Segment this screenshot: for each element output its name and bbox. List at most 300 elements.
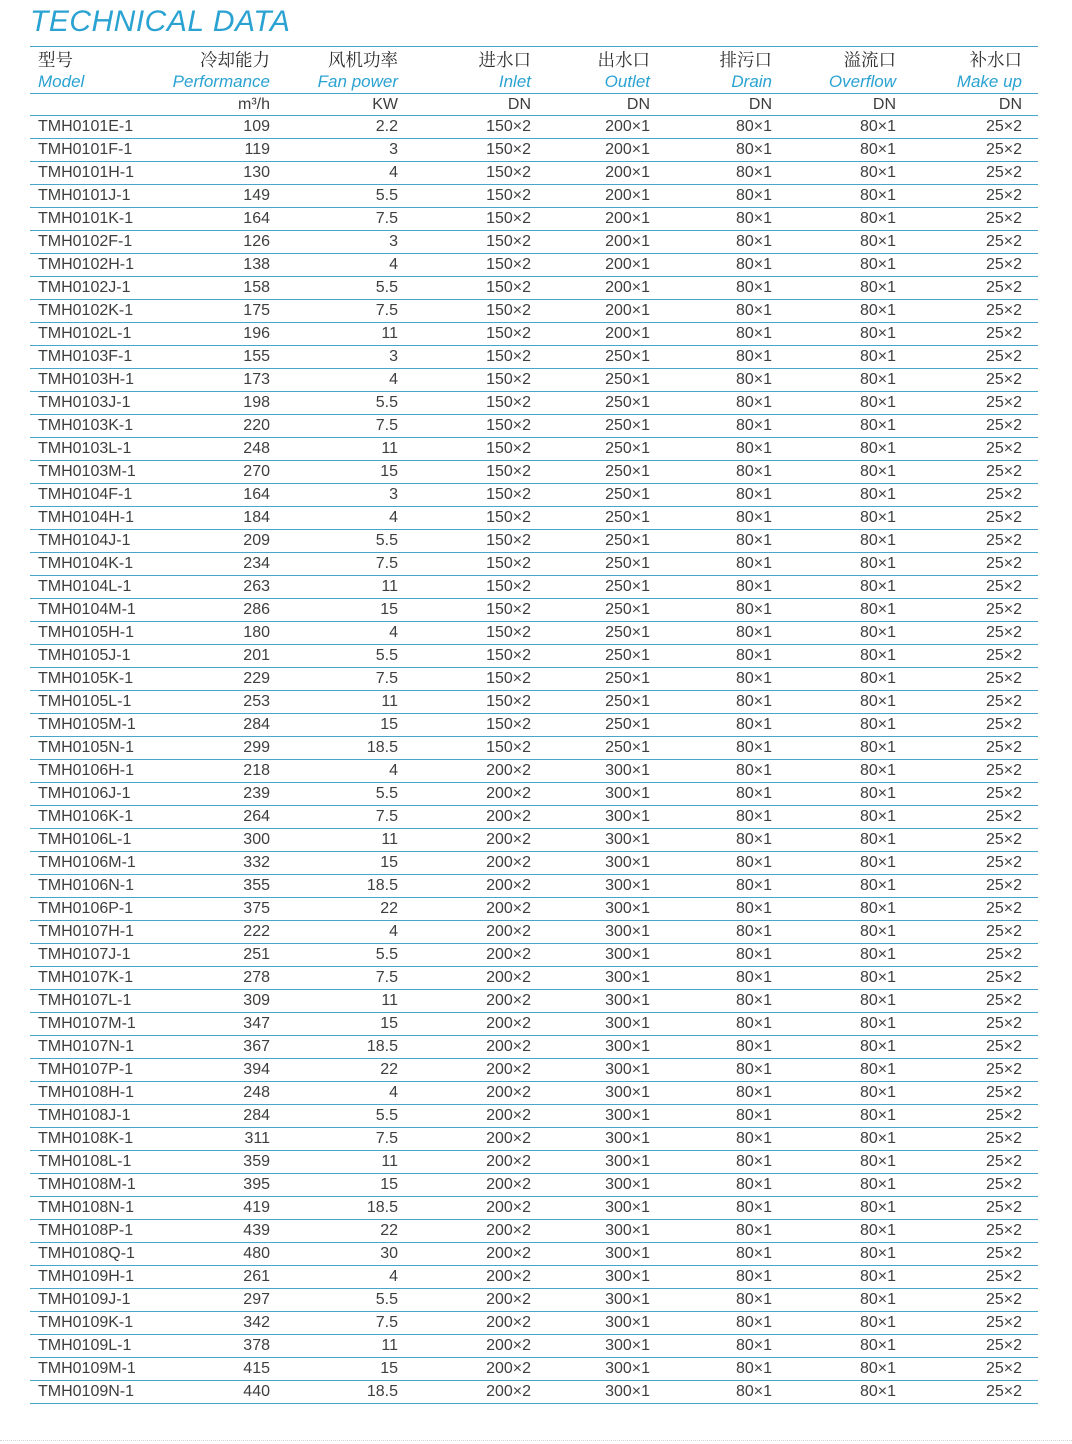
col-header-performance-en: Performance	[170, 71, 282, 94]
cell-overflow: 80×1	[784, 507, 908, 530]
cell-drain: 80×1	[662, 622, 784, 645]
cell-performance: 270	[170, 461, 282, 484]
cell-outlet: 300×1	[543, 1220, 662, 1243]
table-row	[30, 576, 1038, 599]
cell-make_up: 25×2	[908, 1243, 1038, 1266]
cell-fan_power: 22	[282, 1220, 410, 1243]
cell-model: TMH0102H-1	[30, 254, 170, 277]
cell-model: TMH0102J-1	[30, 277, 170, 300]
table-row	[30, 1128, 1038, 1151]
cell-make_up: 25×2	[908, 553, 1038, 576]
cell-outlet: 300×1	[543, 1289, 662, 1312]
cell-overflow: 80×1	[784, 162, 908, 185]
cell-fan_power: 4	[282, 369, 410, 392]
cell-outlet: 300×1	[543, 1174, 662, 1197]
cell-model: TMH0108H-1	[30, 1082, 170, 1105]
cell-overflow: 80×1	[784, 737, 908, 760]
table-row	[30, 369, 1038, 392]
cell-make_up: 25×2	[908, 898, 1038, 921]
cell-make_up: 25×2	[908, 1220, 1038, 1243]
cell-make_up: 25×2	[908, 599, 1038, 622]
cell-fan_power: 7.5	[282, 553, 410, 576]
table-row	[30, 898, 1038, 921]
cell-model: TMH0105M-1	[30, 714, 170, 737]
cell-model: TMH0105J-1	[30, 645, 170, 668]
cell-fan_power: 15	[282, 852, 410, 875]
cell-model: TMH0108J-1	[30, 1105, 170, 1128]
col-header-make-up-zh: 补水口	[969, 50, 1022, 70]
cell-overflow: 80×1	[784, 1128, 908, 1151]
cell-overflow: 80×1	[784, 1381, 908, 1404]
cell-overflow: 80×1	[784, 1059, 908, 1082]
cell-fan_power: 11	[282, 691, 410, 714]
cell-fan_power: 7.5	[282, 1128, 410, 1151]
cell-fan_power: 7.5	[282, 208, 410, 231]
cell-outlet: 300×1	[543, 1128, 662, 1151]
cell-inlet: 150×2	[410, 231, 543, 254]
table-row	[30, 1358, 1038, 1381]
header-row-chinese	[30, 47, 1038, 72]
cell-outlet: 200×1	[543, 116, 662, 139]
cell-performance: 300	[170, 829, 282, 852]
cell-performance: 311	[170, 1128, 282, 1151]
table-row	[30, 645, 1038, 668]
cell-inlet: 150×2	[410, 553, 543, 576]
cell-outlet: 300×1	[543, 875, 662, 898]
cell-inlet: 200×2	[410, 1312, 543, 1335]
cell-model: TMH0106J-1	[30, 783, 170, 806]
col-header-make-up-en: Make up	[908, 71, 1038, 94]
table-row	[30, 438, 1038, 461]
cell-fan_power: 5.5	[282, 944, 410, 967]
col-header-outlet-en: Outlet	[543, 71, 662, 94]
cell-performance: 180	[170, 622, 282, 645]
cell-performance: 164	[170, 208, 282, 231]
cell-model: TMH0106P-1	[30, 898, 170, 921]
cell-make_up: 25×2	[908, 1059, 1038, 1082]
cell-make_up: 25×2	[908, 530, 1038, 553]
cell-make_up: 25×2	[908, 944, 1038, 967]
cell-overflow: 80×1	[784, 714, 908, 737]
cell-drain: 80×1	[662, 323, 784, 346]
cell-performance: 164	[170, 484, 282, 507]
cell-model: TMH0106N-1	[30, 875, 170, 898]
cell-outlet: 300×1	[543, 806, 662, 829]
cell-drain: 80×1	[662, 530, 784, 553]
cell-overflow: 80×1	[784, 300, 908, 323]
cell-outlet: 250×1	[543, 484, 662, 507]
cell-outlet: 250×1	[543, 714, 662, 737]
table-row	[30, 1082, 1038, 1105]
cell-overflow: 80×1	[784, 1151, 908, 1174]
cell-overflow: 80×1	[784, 1243, 908, 1266]
cell-fan_power: 4	[282, 507, 410, 530]
cell-outlet: 250×1	[543, 737, 662, 760]
cell-drain: 80×1	[662, 806, 784, 829]
cell-drain: 80×1	[662, 461, 784, 484]
cell-inlet: 200×2	[410, 760, 543, 783]
cell-drain: 80×1	[662, 162, 784, 185]
cell-drain: 80×1	[662, 139, 784, 162]
cell-inlet: 150×2	[410, 714, 543, 737]
cell-inlet: 200×2	[410, 1289, 543, 1312]
cell-performance: 355	[170, 875, 282, 898]
cell-overflow: 80×1	[784, 875, 908, 898]
cell-fan_power: 3	[282, 346, 410, 369]
cell-outlet: 250×1	[543, 622, 662, 645]
unit-make-up: DN	[908, 94, 1038, 116]
cell-make_up: 25×2	[908, 1312, 1038, 1335]
cell-make_up: 25×2	[908, 438, 1038, 461]
cell-make_up: 25×2	[908, 875, 1038, 898]
cell-drain: 80×1	[662, 921, 784, 944]
col-header-model-en: Model	[30, 71, 170, 94]
cell-overflow: 80×1	[784, 484, 908, 507]
cell-performance: 196	[170, 323, 282, 346]
cell-performance: 126	[170, 231, 282, 254]
table-row	[30, 1105, 1038, 1128]
cell-inlet: 150×2	[410, 392, 543, 415]
cell-model: TMH0103J-1	[30, 392, 170, 415]
cell-model: TMH0103K-1	[30, 415, 170, 438]
cell-outlet: 250×1	[543, 599, 662, 622]
cell-outlet: 300×1	[543, 1013, 662, 1036]
cell-outlet: 300×1	[543, 967, 662, 990]
cell-fan_power: 7.5	[282, 300, 410, 323]
cell-outlet: 300×1	[543, 783, 662, 806]
cell-outlet: 200×1	[543, 323, 662, 346]
cell-drain: 80×1	[662, 1105, 784, 1128]
cell-inlet: 150×2	[410, 346, 543, 369]
cell-drain: 80×1	[662, 990, 784, 1013]
cell-fan_power: 11	[282, 576, 410, 599]
cell-make_up: 25×2	[908, 737, 1038, 760]
cell-performance: 309	[170, 990, 282, 1013]
cell-drain: 80×1	[662, 507, 784, 530]
cell-performance: 299	[170, 737, 282, 760]
table-row	[30, 875, 1038, 898]
cell-make_up: 25×2	[908, 1381, 1038, 1404]
cell-drain: 80×1	[662, 185, 784, 208]
cell-fan_power: 4	[282, 921, 410, 944]
cell-outlet: 250×1	[543, 645, 662, 668]
cell-fan_power: 4	[282, 760, 410, 783]
cell-drain: 80×1	[662, 645, 784, 668]
cell-inlet: 200×2	[410, 1082, 543, 1105]
cell-fan_power: 7.5	[282, 806, 410, 829]
cell-outlet: 200×1	[543, 254, 662, 277]
cell-fan_power: 4	[282, 254, 410, 277]
cell-performance: 184	[170, 507, 282, 530]
cell-model: TMH0101E-1	[30, 116, 170, 139]
col-header-performance-zh: 冷却能力	[200, 50, 270, 70]
cell-make_up: 25×2	[908, 1358, 1038, 1381]
cell-drain: 80×1	[662, 1174, 784, 1197]
cell-model: TMH0104H-1	[30, 507, 170, 530]
cell-outlet: 300×1	[543, 1151, 662, 1174]
cell-drain: 80×1	[662, 1243, 784, 1266]
cell-overflow: 80×1	[784, 323, 908, 346]
table-row	[30, 1335, 1038, 1358]
cell-performance: 149	[170, 185, 282, 208]
cell-make_up: 25×2	[908, 852, 1038, 875]
cell-make_up: 25×2	[908, 1174, 1038, 1197]
table-row	[30, 300, 1038, 323]
cell-performance: 261	[170, 1266, 282, 1289]
cell-inlet: 150×2	[410, 300, 543, 323]
table-row	[30, 346, 1038, 369]
col-header-overflow-zh: 溢流口	[843, 50, 896, 70]
cell-inlet: 150×2	[410, 162, 543, 185]
table-row	[30, 783, 1038, 806]
cell-model: TMH0107H-1	[30, 921, 170, 944]
cell-model: TMH0101J-1	[30, 185, 170, 208]
col-header-outlet-zh: 出水口	[597, 50, 650, 70]
table-row	[30, 507, 1038, 530]
cell-make_up: 25×2	[908, 668, 1038, 691]
col-header-inlet-zh: 进水口	[478, 50, 531, 70]
cell-performance: 347	[170, 1013, 282, 1036]
cell-make_up: 25×2	[908, 1151, 1038, 1174]
cell-drain: 80×1	[662, 944, 784, 967]
table-row	[30, 990, 1038, 1013]
cell-outlet: 300×1	[543, 1266, 662, 1289]
cell-overflow: 80×1	[784, 208, 908, 231]
cell-inlet: 200×2	[410, 1105, 543, 1128]
cell-performance: 119	[170, 139, 282, 162]
cell-model: TMH0104M-1	[30, 599, 170, 622]
cell-model: TMH0103L-1	[30, 438, 170, 461]
cell-overflow: 80×1	[784, 852, 908, 875]
cell-drain: 80×1	[662, 1059, 784, 1082]
cell-model: TMH0104L-1	[30, 576, 170, 599]
cell-fan_power: 18.5	[282, 737, 410, 760]
cell-inlet: 200×2	[410, 852, 543, 875]
cell-performance: 342	[170, 1312, 282, 1335]
cell-performance: 220	[170, 415, 282, 438]
table-row	[30, 967, 1038, 990]
cell-drain: 80×1	[662, 346, 784, 369]
cell-make_up: 25×2	[908, 1105, 1038, 1128]
table-row	[30, 829, 1038, 852]
cell-model: TMH0108K-1	[30, 1128, 170, 1151]
table-row	[30, 921, 1038, 944]
page-bottom-divider	[0, 1440, 1072, 1441]
cell-fan_power: 4	[282, 162, 410, 185]
cell-model: TMH0105H-1	[30, 622, 170, 645]
table-row	[30, 415, 1038, 438]
cell-make_up: 25×2	[908, 691, 1038, 714]
cell-model: TMH0104F-1	[30, 484, 170, 507]
cell-make_up: 25×2	[908, 231, 1038, 254]
cell-overflow: 80×1	[784, 438, 908, 461]
cell-performance: 138	[170, 254, 282, 277]
cell-outlet: 200×1	[543, 208, 662, 231]
cell-drain: 80×1	[662, 438, 784, 461]
table-row	[30, 139, 1038, 162]
cell-performance: 234	[170, 553, 282, 576]
cell-inlet: 150×2	[410, 116, 543, 139]
table-row	[30, 162, 1038, 185]
cell-inlet: 200×2	[410, 990, 543, 1013]
cell-drain: 80×1	[662, 1082, 784, 1105]
unit-drain: DN	[662, 94, 784, 116]
cell-fan_power: 11	[282, 829, 410, 852]
cell-model: TMH0105N-1	[30, 737, 170, 760]
table-row	[30, 530, 1038, 553]
cell-fan_power: 11	[282, 1335, 410, 1358]
cell-outlet: 300×1	[543, 1243, 662, 1266]
cell-overflow: 80×1	[784, 1266, 908, 1289]
cell-overflow: 80×1	[784, 392, 908, 415]
cell-make_up: 25×2	[908, 1335, 1038, 1358]
cell-inlet: 150×2	[410, 139, 543, 162]
cell-model: TMH0105K-1	[30, 668, 170, 691]
cell-inlet: 150×2	[410, 277, 543, 300]
table-body	[30, 116, 1038, 1404]
table-row	[30, 1312, 1038, 1335]
table-row	[30, 1266, 1038, 1289]
cell-inlet: 150×2	[410, 530, 543, 553]
cell-drain: 80×1	[662, 1151, 784, 1174]
table-row	[30, 691, 1038, 714]
cell-fan_power: 4	[282, 1082, 410, 1105]
cell-performance: 155	[170, 346, 282, 369]
cell-model: TMH0102F-1	[30, 231, 170, 254]
cell-fan_power: 15	[282, 1013, 410, 1036]
cell-performance: 130	[170, 162, 282, 185]
cell-drain: 80×1	[662, 208, 784, 231]
cell-overflow: 80×1	[784, 231, 908, 254]
cell-drain: 80×1	[662, 1312, 784, 1335]
cell-inlet: 150×2	[410, 254, 543, 277]
cell-drain: 80×1	[662, 553, 784, 576]
cell-inlet: 200×2	[410, 967, 543, 990]
table-row	[30, 622, 1038, 645]
header-row-units	[30, 94, 1038, 116]
col-header-overflow-en: Overflow	[784, 71, 908, 94]
cell-model: TMH0106L-1	[30, 829, 170, 852]
cell-outlet: 300×1	[543, 1312, 662, 1335]
cell-outlet: 300×1	[543, 1381, 662, 1404]
header-row-english	[30, 71, 1038, 94]
cell-drain: 80×1	[662, 1335, 784, 1358]
cell-overflow: 80×1	[784, 967, 908, 990]
cell-performance: 297	[170, 1289, 282, 1312]
cell-make_up: 25×2	[908, 990, 1038, 1013]
cell-inlet: 200×2	[410, 829, 543, 852]
table-row	[30, 1151, 1038, 1174]
cell-overflow: 80×1	[784, 1358, 908, 1381]
cell-overflow: 80×1	[784, 1335, 908, 1358]
cell-model: TMH0106H-1	[30, 760, 170, 783]
cell-outlet: 250×1	[543, 346, 662, 369]
cell-overflow: 80×1	[784, 1197, 908, 1220]
cell-outlet: 250×1	[543, 369, 662, 392]
cell-performance: 158	[170, 277, 282, 300]
cell-outlet: 250×1	[543, 668, 662, 691]
cell-outlet: 300×1	[543, 1036, 662, 1059]
cell-inlet: 200×2	[410, 1381, 543, 1404]
table-row	[30, 484, 1038, 507]
cell-inlet: 200×2	[410, 1013, 543, 1036]
cell-inlet: 150×2	[410, 737, 543, 760]
cell-overflow: 80×1	[784, 1105, 908, 1128]
cell-performance: 378	[170, 1335, 282, 1358]
cell-model: TMH0108P-1	[30, 1220, 170, 1243]
cell-inlet: 200×2	[410, 1243, 543, 1266]
cell-fan_power: 22	[282, 898, 410, 921]
cell-performance: 286	[170, 599, 282, 622]
cell-make_up: 25×2	[908, 162, 1038, 185]
cell-fan_power: 5.5	[282, 277, 410, 300]
cell-make_up: 25×2	[908, 967, 1038, 990]
cell-drain: 80×1	[662, 277, 784, 300]
cell-overflow: 80×1	[784, 1013, 908, 1036]
cell-inlet: 150×2	[410, 185, 543, 208]
unit-outlet: DN	[543, 94, 662, 116]
cell-drain: 80×1	[662, 231, 784, 254]
col-header-model-zh: 型号	[38, 50, 73, 70]
table-row	[30, 116, 1038, 139]
cell-outlet: 300×1	[543, 990, 662, 1013]
cell-model: TMH0109M-1	[30, 1358, 170, 1381]
cell-overflow: 80×1	[784, 1174, 908, 1197]
cell-outlet: 300×1	[543, 1059, 662, 1082]
cell-drain: 80×1	[662, 1381, 784, 1404]
cell-make_up: 25×2	[908, 1082, 1038, 1105]
cell-overflow: 80×1	[784, 576, 908, 599]
cell-performance: 264	[170, 806, 282, 829]
cell-overflow: 80×1	[784, 806, 908, 829]
cell-fan_power: 7.5	[282, 668, 410, 691]
cell-fan_power: 3	[282, 484, 410, 507]
col-header-inlet-en: Inlet	[410, 71, 543, 94]
cell-performance: 278	[170, 967, 282, 990]
cell-inlet: 200×2	[410, 875, 543, 898]
cell-model: TMH0103M-1	[30, 461, 170, 484]
cell-outlet: 250×1	[543, 691, 662, 714]
cell-model: TMH0101H-1	[30, 162, 170, 185]
cell-outlet: 300×1	[543, 1358, 662, 1381]
cell-inlet: 150×2	[410, 415, 543, 438]
cell-overflow: 80×1	[784, 944, 908, 967]
cell-drain: 80×1	[662, 714, 784, 737]
cell-inlet: 150×2	[410, 208, 543, 231]
cell-overflow: 80×1	[784, 760, 908, 783]
cell-make_up: 25×2	[908, 323, 1038, 346]
table-row	[30, 254, 1038, 277]
table-row	[30, 1289, 1038, 1312]
cell-inlet: 150×2	[410, 438, 543, 461]
cell-drain: 80×1	[662, 737, 784, 760]
cell-outlet: 250×1	[543, 553, 662, 576]
cell-model: TMH0103F-1	[30, 346, 170, 369]
table-row	[30, 1013, 1038, 1036]
cell-make_up: 25×2	[908, 1128, 1038, 1151]
cell-fan_power: 15	[282, 461, 410, 484]
cell-model: TMH0105L-1	[30, 691, 170, 714]
cell-fan_power: 15	[282, 1358, 410, 1381]
unit-performance: m³/h	[170, 94, 282, 116]
cell-inlet: 150×2	[410, 369, 543, 392]
cell-fan_power: 18.5	[282, 1381, 410, 1404]
cell-performance: 375	[170, 898, 282, 921]
cell-make_up: 25×2	[908, 116, 1038, 139]
cell-inlet: 200×2	[410, 783, 543, 806]
table-row	[30, 737, 1038, 760]
col-header-drain-en: Drain	[662, 71, 784, 94]
